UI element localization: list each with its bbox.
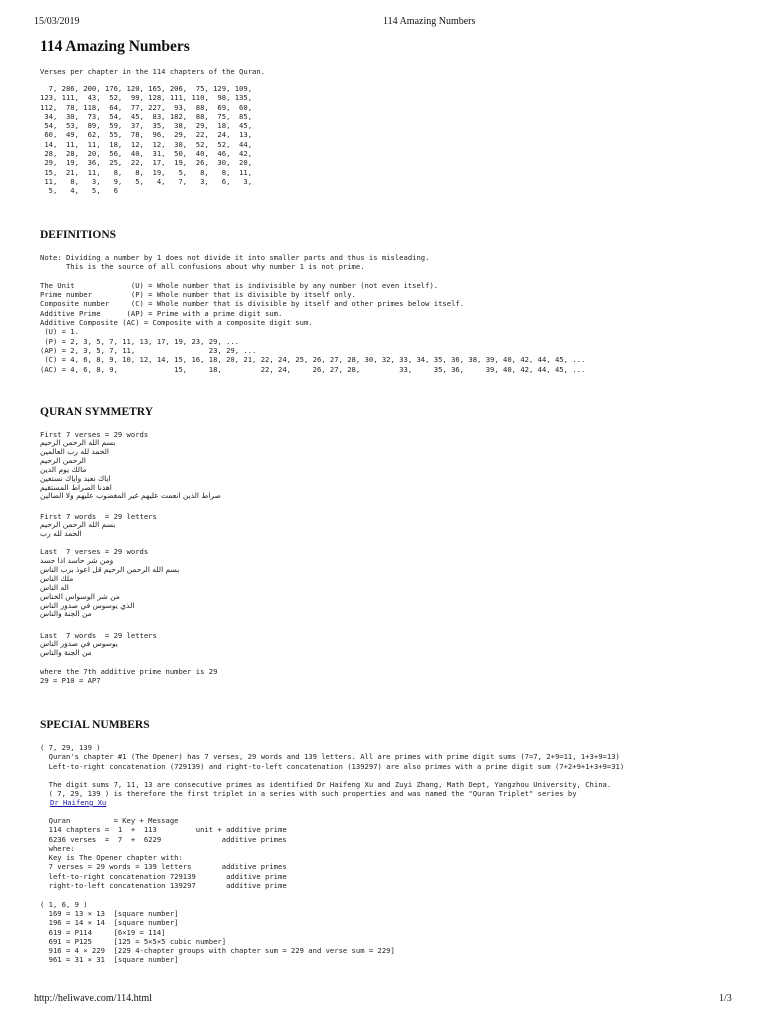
arabic-verse-line: ملك الناس (40, 573, 74, 583)
arabic-verse-line: اياك نعبد واياك نستعين (40, 473, 111, 483)
arabic-verse-line: الذي يوسوس في صدور الناس (40, 600, 135, 610)
last-7-words-label: Last 7 words = 29 letters (40, 631, 157, 640)
special-heading: SPECIAL NUMBERS (40, 719, 150, 731)
haifeng-xu-link[interactable] (50, 798, 106, 807)
arabic-verse-line: ومن شر حاسد اذا حسد (40, 556, 114, 565)
print-title: 114 Amazing Numbers (383, 16, 476, 27)
arabic-verse-line: الرحمن الرحيم (40, 455, 86, 465)
definitions-heading: DEFINITIONS (40, 229, 117, 241)
last-7-words-arabic (40, 640, 118, 658)
arabic-verse-line: من شر الوسواس الخناس (40, 591, 120, 601)
special-block-2: Quran = Key + Message 114 chapters = 1 + 113 unit + additive prime 6236 verses = 7 + 6229 additive primes where: Key is The Opener chapter with: 7 verses = 29 words = 139 letters additive primes left-to-right concatenation 729139 additive prime right-to-left concatenation 139297 additive prime ( 1, 6, 9 ) 169 = 13 × 13 [square number] 196 = 14 × 14 [square number] 619 = P114 [6×19 = 114] 691 = P125 [125 = 5×5×5 cubic number] 916 = 4 × 229 [229 4-chapter groups with chapter sum = 229 and verse sum = 229] 961 = 31 × 31 [square number] (40, 816, 395, 965)
arabic-verse-line: اهدنا الصراط المستقيم (40, 482, 112, 492)
print-date: 15/03/2019 (34, 16, 80, 27)
arabic-verse-line: يوسوس في صدور الناس (40, 639, 118, 648)
first-7-words-label: First 7 words = 29 letters (40, 512, 157, 521)
definitions-body: Note: Dividing a number by 1 does not divide it into smaller parts and thus is misleading. This is the source of all confusions about why number 1 is not prime. The Unit (U) = Whole number that is indivisible by any number (not even itself). Prime number (P) = Whole number that is divisible by itself only. Composite number (C) = Whole number that is divisible by itself and other primes below itself. Additive Prime (AP) = Prime with a prime digit sum. Additive Composite (AC) = Composite with a composite digit sum. (U) = 1. (P) = 2, 3, 5, 7, 11, 13, 17, 19, 23, 29, ... (AP) = 2, 3, 5, 7, 11, 23, 29, ... (C) = 4, 6, 8, 9, 10, 12, 14, 15, 16, 18, 20, 21, 22, 24, 25, 26, 27, 28, 30, 32, 33, 34, 35, 36, 38, 39, 40, 42, 44, 45, ... (AC) = 4, 6, 8, 9, 15, 18, 22, 24, 26, 27, 28, 33, 35, 36, 39, 40, 42, 44, 45, ... (40, 253, 586, 374)
first-7-verses-label: First 7 verses = 29 words (40, 430, 149, 439)
arabic-verse-line: بسم الله الرحمن الرحيم (40, 438, 116, 447)
footer-page: 1/3 (719, 993, 732, 1004)
symmetry-heading: QURAN SYMMETRY (40, 406, 153, 418)
arabic-verse-line: مالك يوم الدين (40, 464, 87, 474)
arabic-verse-line: الحمد لله رب (40, 528, 82, 538)
arabic-verse-line: بسم الله الرحمن الرحيم (40, 520, 116, 529)
arabic-verse-line: اله الناس (40, 582, 69, 592)
arabic-verse-line: بسم الله الرحمن الرحيم قل اعوذ برب الناس (40, 564, 180, 574)
first-7-words-arabic (40, 521, 115, 539)
symmetry-note: where the 7th additive prime number is 29 29 = P10 = AP7 (40, 667, 218, 686)
verses-intro: Verses per chapter in the 114 chapters of the Quran. (40, 67, 266, 76)
arabic-verse-line: من الجنة والناس (40, 647, 92, 657)
last-7-verses-arabic (40, 557, 179, 619)
haifeng-xu-link-text[interactable]: Dr Haifeng Xu (50, 798, 107, 807)
last-7-verses-label: Last 7 verses = 29 words (40, 547, 149, 556)
arabic-verse-line: الحمد لله رب العالمين (40, 446, 109, 456)
arabic-verse-line: صراط الذين انعمت عليهم غير المغضوب عليهم ولا الضالين (40, 491, 221, 501)
arabic-verse-line: من الجنة والناس (40, 609, 92, 619)
footer-url[interactable]: http://heliwave.com/114.html (34, 993, 152, 1004)
page-title: 114 Amazing Numbers (40, 38, 190, 55)
special-block-1: ( 7, 29, 139 ) Quran's chapter #1 (The Opener) has 7 verses, 29 words and 139 letters. All are primes with prime digit sums (7=7, 2+9=11, 1+3+9=13) Left-to-right concatenation (729139) and right-to-left concatenation (139297) are also primes with a prime digit sum (7+2+9+1+3+9=31) The digit sums 7, 11, 13 are consecutive primes as identified Dr Haifeng Xu and Zuyi Zhang, Math Dept, Yangzhou University, China. ( 7, 29, 139 ) is therefore the first triplet in a series with such properties and was named the "Quran Triplet" series by (40, 743, 625, 799)
first-7-verses-arabic (40, 439, 221, 501)
verses-list: 7, 286, 200, 176, 120, 165, 206, 75, 129, 109, 123, 111, 43, 52, 99, 128, 111, 110, 98, 135, 112, 78, 118, 64, 77, 227, 93, 88, 69, 60, 34, 30, 73, 54, 45, 83, 182, 88, 75, 85, 54, 53, 89, 59, 37, 35, 38, 29, 18, 45, 60, 49, 62, 55, 78, 96, 29, 22, 24, 13, 14, 11, 11, 18, 12, 12, 30, 52, 52, 44, 28, 28, 20, 56, 40, 31, 50, 40, 46, 42, 29, 19, 36, 25, 22, 17, 19, 26, 30, 20, 15, 21, 11, 8, 8, 19, 5, 8, 8, 11, 11, 8, 3, 9, 5, 4, 7, 3, 6, 3, 5, 4, 5, 6 (40, 84, 253, 196)
